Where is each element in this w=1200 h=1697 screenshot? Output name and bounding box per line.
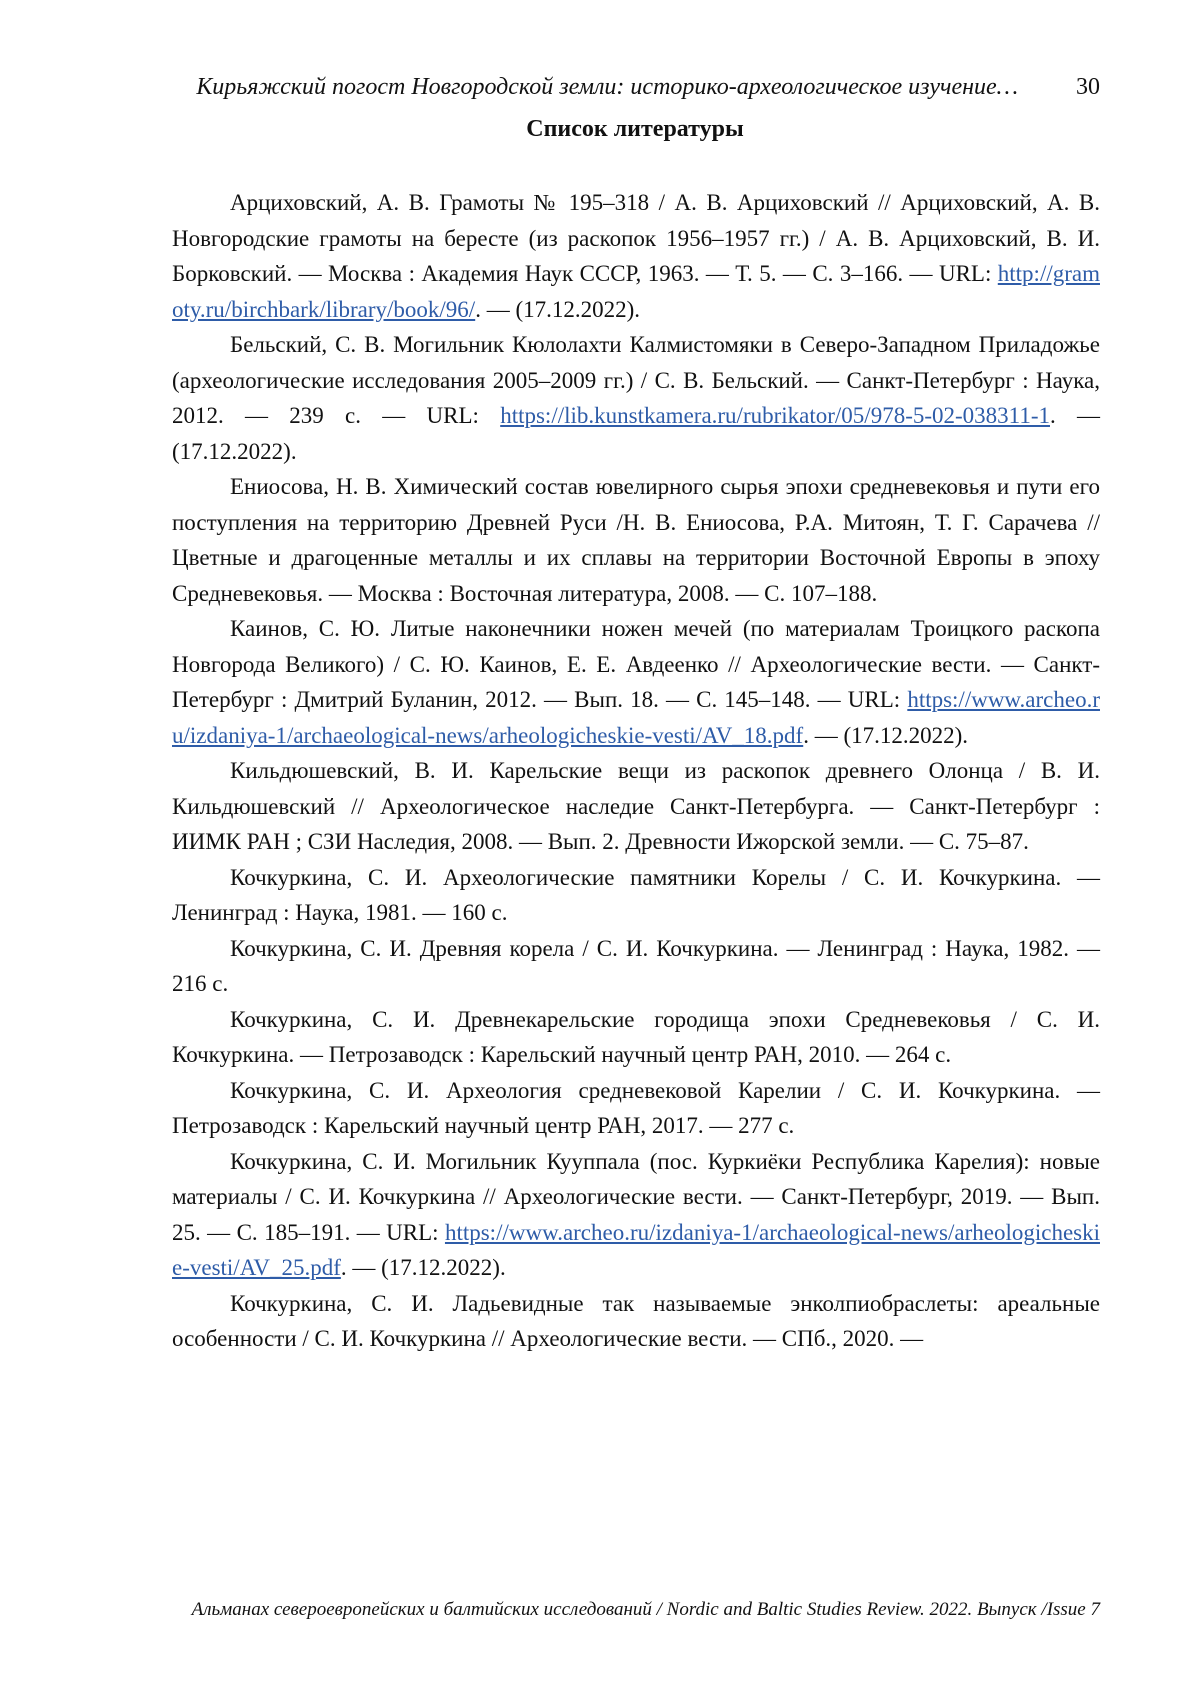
- reference-text: Кочкуркина, С. И. Могильник Кууппала (пос. Куркиёки Республика Карелия): новые материалы / С. И. Кочкуркина // Археологические вести. — Санкт-Петербург, 2019. — Вып. 25. — С. 185–191. — URL:: [172, 1148, 1100, 1245]
- reference-tail: . — (17.12.2022).: [172, 403, 1100, 464]
- reference-link[interactable]: http://gramoty.ru/birchbark/library/book/96/: [172, 261, 1100, 322]
- reference-item: [172, 1286, 1100, 1357]
- reference-item: [172, 611, 1100, 753]
- reference-item: [172, 1144, 1100, 1286]
- page-number: 30: [1076, 74, 1100, 100]
- running-header: [170, 70, 1100, 104]
- reference-item: [172, 931, 1100, 1002]
- reference-text: Бельский, С. В. Могильник Кюлолахти Калмистомяки в Северо-Западном Приладожье (археологические исследования 2005–2009 гг.) / С. В. Бельский. — Санкт-Петербург : Наука, 2012. — 239 с. — URL:: [172, 332, 1100, 428]
- reference-text: Кочкуркина, С. И. Археология средневековой Карелии / С. И. Кочкуркина. — Петрозаводск : Карельский научный центр РАН, 2017. — 277 с.: [172, 1077, 1100, 1138]
- reference-tail: . — (17.12.2022).: [803, 722, 969, 748]
- reference-item: [172, 753, 1100, 860]
- reference-item: [172, 1002, 1100, 1073]
- reference-text: Кочкуркина, С. И. Археологические памятники Корелы / С. И. Кочкуркина. — Ленинград : Наука, 1981. — 160 с.: [172, 864, 1100, 925]
- reference-text: Кильдюшевский, В. И. Карельские вещи из раскопок древнего Олонца / В. И. Кильдюшевский // Археологическое наследие Санкт-Петербурга. — Санкт-Петербург : ИИМК РАН ; СЗИ Наследия, 2008. — Вып. 2. Древности Ижорской земли. — С. 75–87.: [172, 758, 1100, 854]
- reference-text: Арциховский, А. В. Грамоты № 195–318 / А. В. Арциховский // Арциховский, А. В. Новгородские грамоты на бересте (из раскопок 1956–1957 гг.) / А. В. Арциховский, В. И. Борковский. — Москва : Академия Наук СССР, 1963. — Т. 5. — С. 3–166. — URL:: [172, 190, 1100, 286]
- running-title: Кирьяжский погост Новгородской земли: историко-археологическое изучение…: [196, 74, 1018, 100]
- reference-text: Каинов, С. Ю. Литые наконечники ножен мечей (по материалам Троицкого раскопа Новгорода Великого) / С. Ю. Каинов, Е. Е. Авдеенко // Археологические вести. — Санкт-Петербург : Дмитрий Буланин, 2012. — Вып. 18. — С. 145–148. — URL:: [172, 616, 1100, 712]
- reference-item: [172, 860, 1100, 931]
- reference-link[interactable]: https://www.archeo.ru/izdaniya-1/archaeological-news/arheologicheskie-vesti/AV_25.pdf: [172, 1219, 1100, 1280]
- reference-text: Ениосова, Н. В. Химический состав ювелирного сырья эпохи средневековья и пути его поступления на территорию Древней Руси /Н. В. Ениосова, Р.А. Митоян, Т. Г. Сарачева // Цветные и драгоценные металлы и их сплавы на территории Восточной Европы в эпоху Средневековья. — Москва : Восточная литература, 2008. — С. 107–188.: [172, 474, 1100, 606]
- reference-tail: . — (17.12.2022).: [340, 1255, 506, 1280]
- section-title: Список литературы: [526, 116, 744, 142]
- reference-tail: . — (17.12.2022).: [475, 296, 641, 322]
- reference-text: Кочкуркина, С. И. Древнекарельские городища эпохи Средневековья / С. И. Кочкуркина. — Петрозаводск : Карельский научный центр РАН, 2010. — 264 с.: [172, 1006, 1100, 1067]
- reference-list: [172, 185, 1100, 1357]
- reference-link[interactable]: https://www.archeo.ru/izdaniya-1/archaeological-news/arheologicheskie-vesti/AV_18.pdf: [172, 687, 1100, 748]
- reference-link[interactable]: https://lib.kunstkamera.ru/rubrikator/05/978-5-02-038311-1: [500, 403, 1050, 428]
- reference-item: [172, 185, 1100, 327]
- reference-text: Кочкуркина, С. И. Ладьевидные так называемые энколпиобраслеты: ареальные особенности / С. И. Кочкуркина // Археологические вести. — СПб., 2020. —: [172, 1290, 1100, 1351]
- reference-item: [172, 327, 1100, 469]
- running-footer: Альманах североевропейских и балтийских исследований / Nordic and Baltic Studies Review. 2022. Выпуск /Issue 7: [191, 1599, 1100, 1620]
- reference-item: [172, 469, 1100, 611]
- reference-text: Кочкуркина, С. И. Древняя корела / С. И. Кочкуркина. — Ленинград : Наука, 1982. — 216 с.: [172, 935, 1100, 996]
- reference-item: [172, 1073, 1100, 1144]
